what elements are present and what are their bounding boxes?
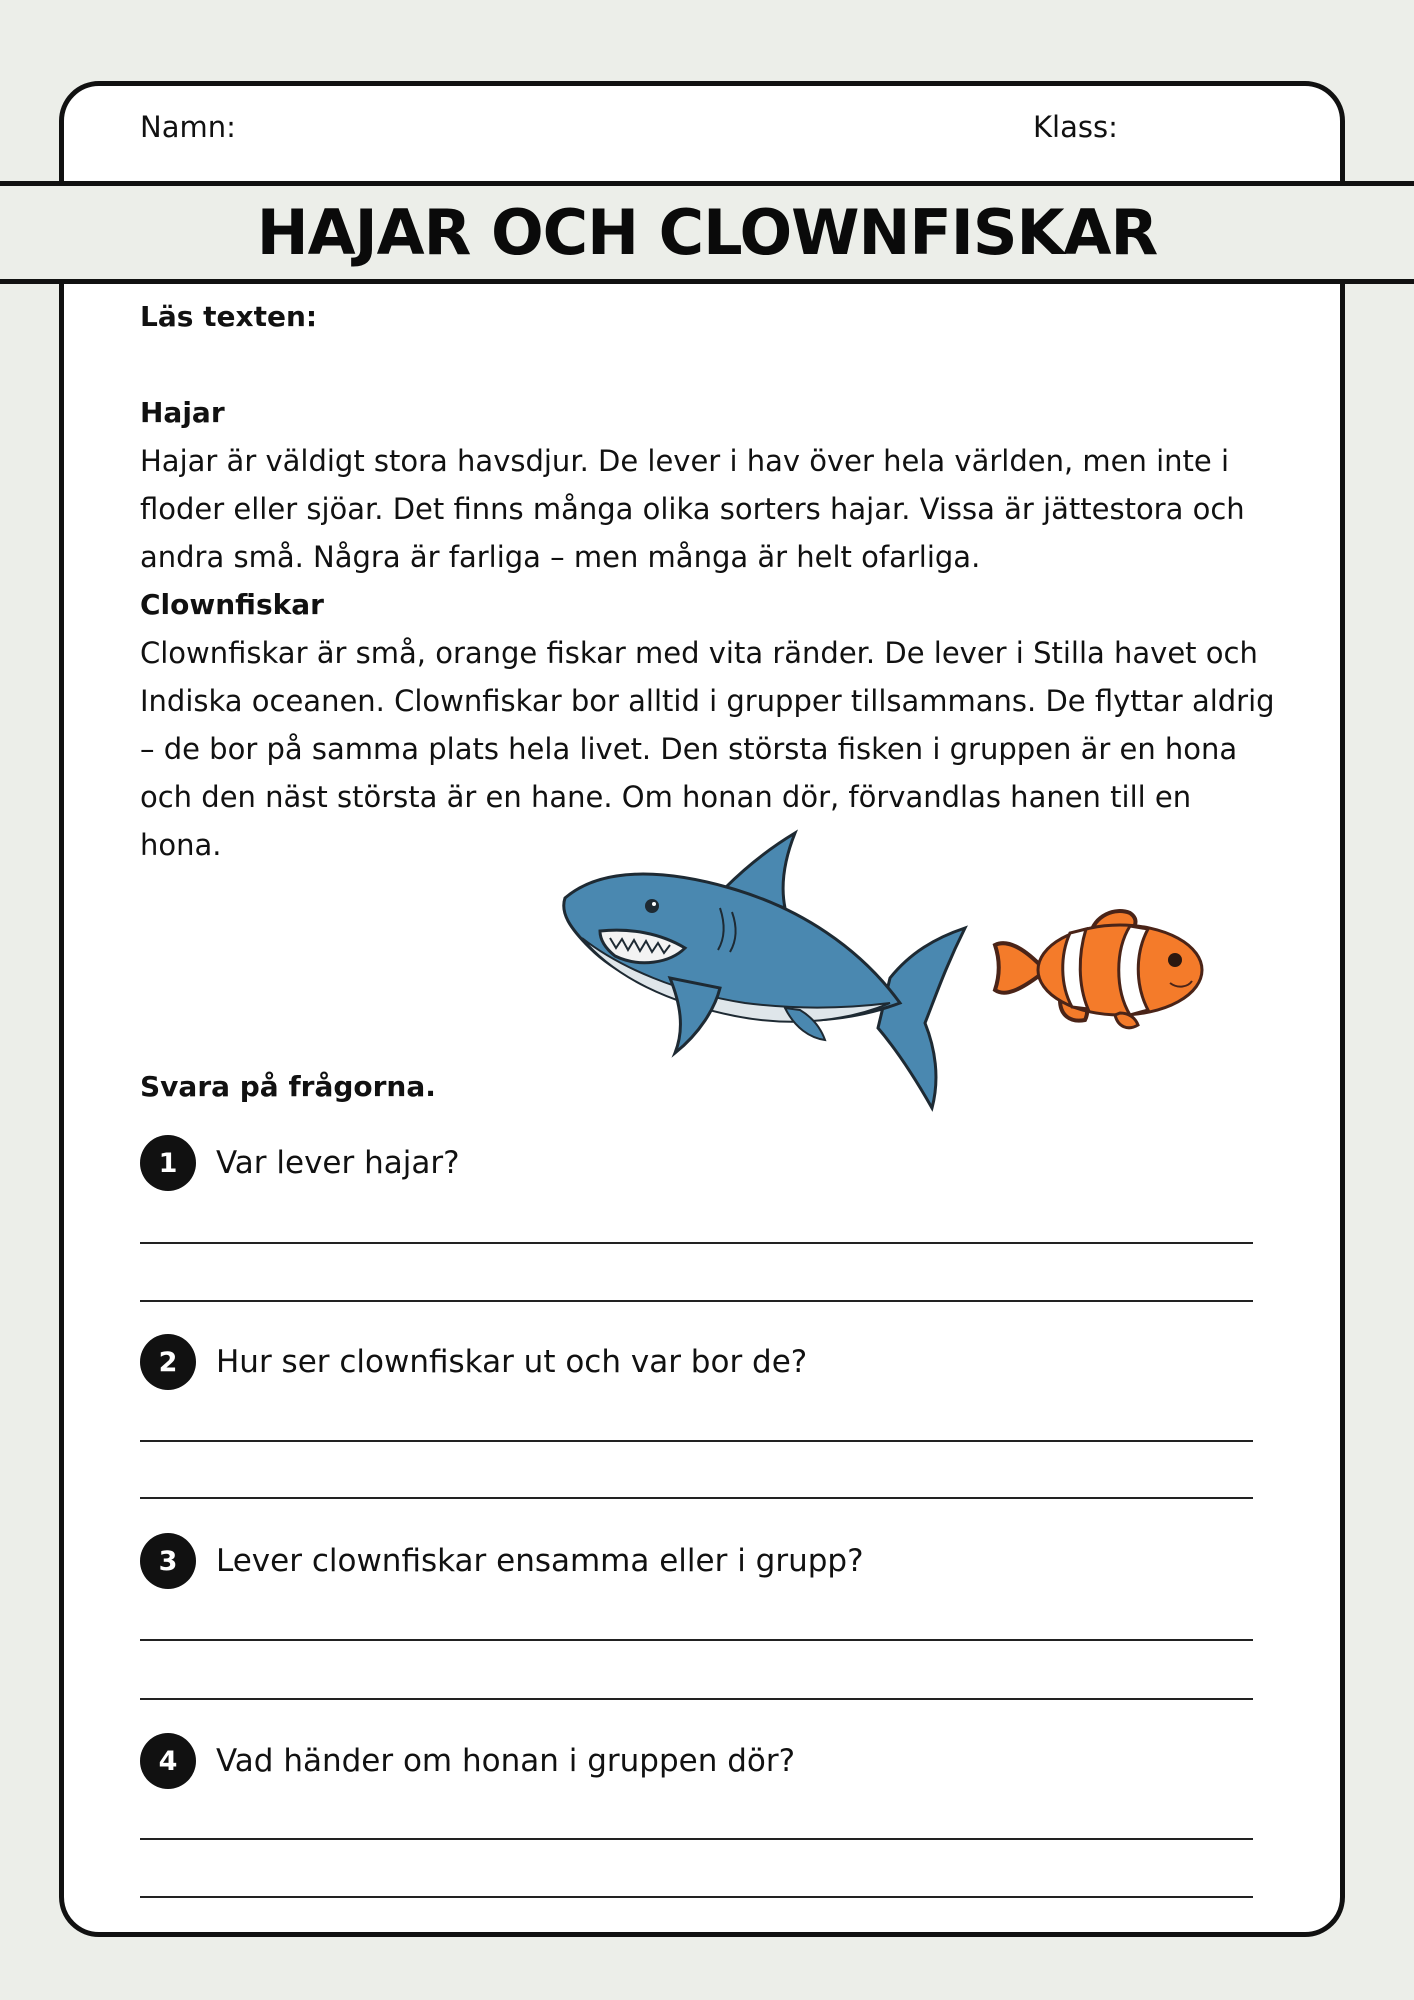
section-heading-sharks: Hajar <box>140 396 225 429</box>
section-text-sharks: Hajar är väldigt stora havsdjur. De lever i hav över hela världen, men inte i floder eller sjöar. Det finns många olika sorters hajar. Vissa är jättestora och andra små. Några är farliga – men många är helt ofarliga. <box>140 444 1245 574</box>
answer-line[interactable] <box>140 1440 1253 1442</box>
section-text-clownfish: Clownfiskar är små, orange fiskar med vita ränder. De lever i Stilla havet och Indiska oceanen. Clownfiskar bor alltid i grupper tillsammans. De flyttar aldrig – de bor på samma plats hela livet. Den största fisken i gruppen är en hona och den näst största är en hane. Om honan dör, förvandlas hanen till en hona. <box>140 636 1275 862</box>
answer-line[interactable] <box>140 1896 1253 1898</box>
answer-line[interactable] <box>140 1497 1253 1499</box>
question-number-badge: 2 <box>140 1334 196 1390</box>
answer-instruction: Svara på frågorna. <box>140 1070 436 1103</box>
question-text: Vad händer om honan i gruppen dör? <box>216 1743 796 1779</box>
question-number-badge: 4 <box>140 1733 196 1789</box>
question-2 <box>140 1333 807 1391</box>
question-3 <box>140 1532 864 1590</box>
question-text: Lever clownfiskar ensamma eller i grupp? <box>216 1543 864 1579</box>
read-instruction: Läs texten: <box>140 300 318 333</box>
title-band <box>0 181 1414 284</box>
answer-line[interactable] <box>140 1698 1253 1700</box>
question-number-badge: 1 <box>140 1135 196 1191</box>
shark-illustration <box>560 828 970 1113</box>
class-label: Klass: <box>1033 110 1118 144</box>
question-text: Hur ser clownfiskar ut och var bor de? <box>216 1344 808 1380</box>
section-heading-clownfish: Clownfiskar <box>140 588 324 621</box>
answer-line[interactable] <box>140 1300 1253 1302</box>
answer-line[interactable] <box>140 1242 1253 1244</box>
answer-line[interactable] <box>140 1639 1253 1641</box>
question-1 <box>140 1134 460 1192</box>
page-title: HAJAR OCH CLOWNFISKAR <box>256 196 1158 269</box>
answer-line[interactable] <box>140 1838 1253 1840</box>
question-4 <box>140 1732 795 1790</box>
question-number-badge: 3 <box>140 1533 196 1589</box>
question-text: Var lever hajar? <box>216 1145 460 1181</box>
name-label: Namn: <box>140 110 236 144</box>
clownfish-illustration <box>990 905 1210 1035</box>
